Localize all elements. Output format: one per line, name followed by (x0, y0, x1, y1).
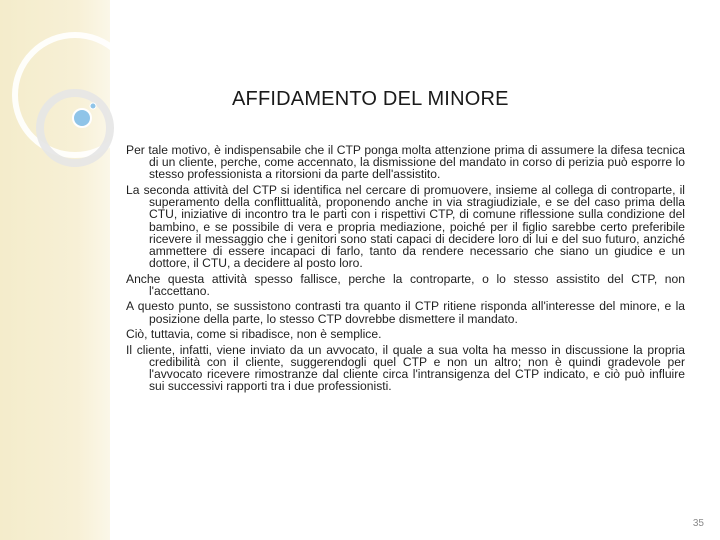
slide-title: AFFIDAMENTO DEL MINORE (232, 88, 509, 110)
page-number: 35 (692, 518, 704, 529)
body-paragraph: Ciò, tuttavia, come si ribadisce, non è semplice. (126, 327, 382, 342)
body-paragraph: Per tale motivo, è indispensabile che il CTP ponga molta attenzione prima di assumere la difesa tecnica di un cliente, perche, come accennato, la dismissione del mandato in corso di perizia può esporre lo stesso professionista a ritorsioni da parte dell'assistito. (126, 143, 685, 182)
body-paragraph: Il cliente, infatti, viene inviato da un avvocato, il quale a sua volta ha messo in discussione la propria credibilità con il cliente, suggerendogli quel CTP e non un altro; non è quindi gradevole per l'avvocato ricevere rimostranze dal cliente circa l'intransigenza del CTP indicato, e ciò può influire sui successivi rapporti tra i due professionisti. (126, 342, 685, 394)
body-paragraph: Anche questa attività spesso fallisce, perche la controparte, o lo stesso assistito del CTP, non l'accettano. (126, 271, 685, 298)
body-paragraph: La seconda attività del CTP si identifica nel cercare di promuovere, insieme al collega di controparte, il superamento della conflittualità, proponendo anche in via stragiudiziale, e se del caso prima della CTU, iniziative di incontro tra le parti con i rispettivi CTP, di comune riflessione sulla condizione del bambino, e se possibile di vera e propria mediazione, poiché per il figlio sarebbe certo preferibile ricevere il messaggio che i genitori sono stati capaci di decidere loro di lui e del suo futuro, anziché ammettere di essere incapaci di farlo, tanto da rendere necessario che siano un giudice e un dottore, il CTU, a decidere al posto loro. (126, 182, 685, 271)
side-decoration-band (0, 0, 110, 540)
slide-body (126, 144, 685, 396)
body-paragraph: A questo punto, se sussistono contrasti tra quanto il CTP ritiene risponda all'interesse del minore, e la posizione della parte, lo stesso CTP dovrebbe dismettere il mandato. (126, 299, 685, 326)
